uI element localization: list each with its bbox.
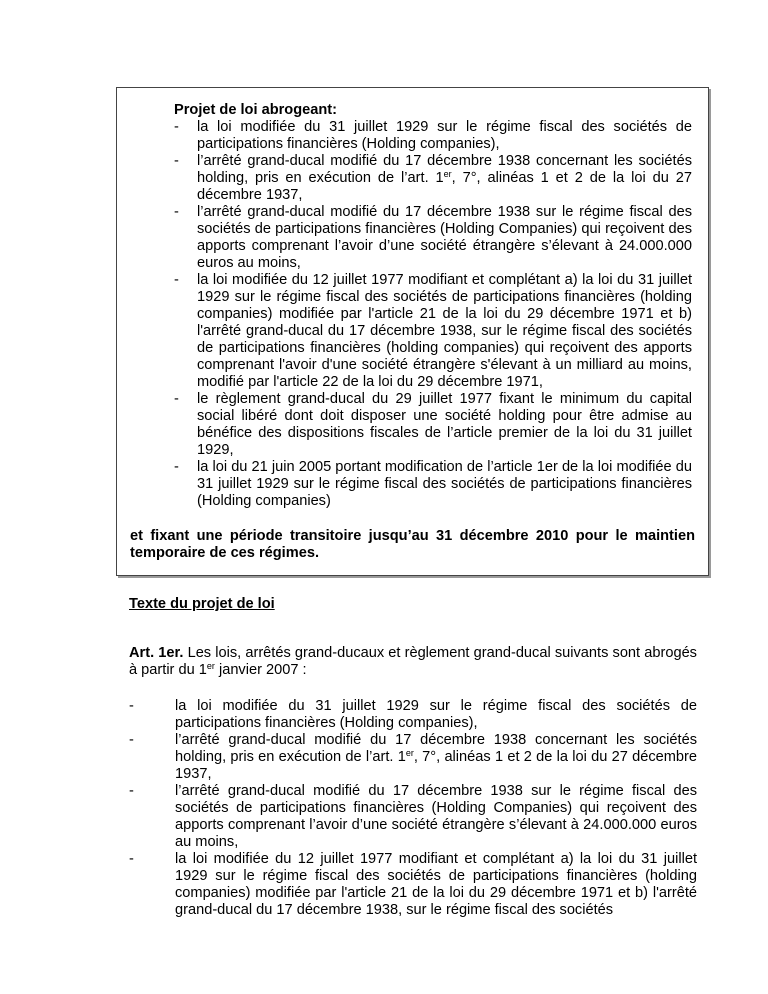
article-label: Art. 1er. [129, 645, 184, 661]
list-dash: - [174, 459, 179, 475]
article-text: Les lois, arrêtés grand-ducaux et règlement grand-ducal suivants sont abrogés à partir du 1 [129, 645, 697, 678]
item-text: l’arrêté grand-ducal modifié du 17 décembre 1938 sur le régime fiscal des sociétés de participations financières (Holding Companies) qui reçoivent des apports comprenant l’avoir d’une société étrangère s’élevant à 24.000.000 euros au moins, [197, 204, 692, 271]
list-dash: - [129, 783, 134, 799]
list-dash: - [174, 391, 179, 407]
item-text: la loi du 21 juin 2005 portant modification de l’article 1er de la loi modifiée du 31 juillet 1929 sur le régime fiscal des sociétés de participations financières (Holding companies) [197, 459, 692, 509]
list-dash: - [174, 153, 179, 169]
superscript: er [405, 748, 414, 758]
list-dash: - [174, 204, 179, 220]
list-dash: - [174, 272, 179, 288]
item-text: le règlement grand-ducal du 29 juillet 1977 fixant le minimum du capital social libéré dont doit disposer une société holding pour être admise au bénéfice des dispositions fiscales de l’article premier de la loi du 31 juillet 1929, [197, 391, 692, 458]
list-dash: - [129, 698, 134, 714]
article-paragraph [129, 645, 697, 679]
superscript: er [206, 661, 215, 671]
superscript: er [443, 169, 452, 179]
item-text: , 7°, alinéas 1 et 2 de la loi du 27 décembre 1937, [197, 170, 692, 203]
item-text: la loi modifiée du 12 juillet 1977 modifiant et complétant a) la loi du 31 juillet 1929 sur le régime fiscal des sociétés de participations financières (holding companies) modifiée par l'article 21 de la loi du 29 décembre 1971 et b) l'arrêté grand-ducal du 17 décembre 1938, sur le régime fiscal des sociétés [175, 851, 697, 918]
article-list [129, 698, 697, 919]
list-dash: - [174, 119, 179, 135]
item-text: la loi modifiée du 31 juillet 1929 sur le régime fiscal des sociétés de participations financières (Holding companies), [197, 119, 692, 152]
list-item [174, 204, 692, 272]
summary-title: Projet de loi abrogeant: [174, 102, 337, 118]
item-text: l’arrêté grand-ducal modifié du 17 décembre 1938 concernant les sociétés holding, pris en exécution de l’art. 1 [197, 153, 692, 186]
summary-box [116, 87, 709, 576]
list-item [174, 459, 692, 510]
section-title: Texte du projet de loi [129, 596, 275, 612]
list-dash: - [129, 732, 134, 748]
list-item [129, 783, 697, 851]
summary-footer: et fixant une période transitoire jusqu’au 31 décembre 2010 pour le maintien temporaire de ces régimes. [130, 528, 695, 561]
list-item [174, 119, 692, 153]
list-item [174, 153, 692, 204]
list-dash: - [129, 851, 134, 867]
repealed-texts-list [174, 119, 692, 510]
list-item [129, 851, 697, 919]
list-item [174, 272, 692, 391]
item-text: l’arrêté grand-ducal modifié du 17 décembre 1938 concernant les sociétés holding, pris en exécution de l’art. 1 [175, 732, 697, 765]
list-item [129, 732, 697, 783]
item-text: , 7°, alinéas 1 et 2 de la loi du 27 décembre 1937, [175, 749, 697, 782]
item-text: la loi modifiée du 12 juillet 1977 modifiant et complétant a) la loi du 31 juillet 1929 sur le régime fiscal des sociétés de participations financières (holding companies) modifiée par l'article 21 de la loi du 29 décembre 1971 et b) l'arrêté grand-ducal du 17 décembre 1938, sur le régime fiscal des sociétés de participations financières (holding companies) qui reçoivent des apports comprenant l'avoir d'une société étrangère s'élevant à un milliard au moins, modifié par l'article 22 de la loi du 29 décembre 1971, [197, 272, 692, 390]
item-text: la loi modifiée du 31 juillet 1929 sur le régime fiscal des sociétés de participations financières (Holding companies), [175, 698, 697, 731]
article-text: janvier 2007 : [214, 662, 307, 678]
list-item [174, 391, 692, 459]
summary-content [174, 102, 692, 510]
list-item [129, 698, 697, 732]
item-text: l’arrêté grand-ducal modifié du 17 décembre 1938 sur le régime fiscal des sociétés de participations financières (Holding Companies) qui reçoivent des apports comprenant l’avoir d’une société étrangère s’élevant à 24.000.000 euros au moins, [175, 783, 697, 850]
